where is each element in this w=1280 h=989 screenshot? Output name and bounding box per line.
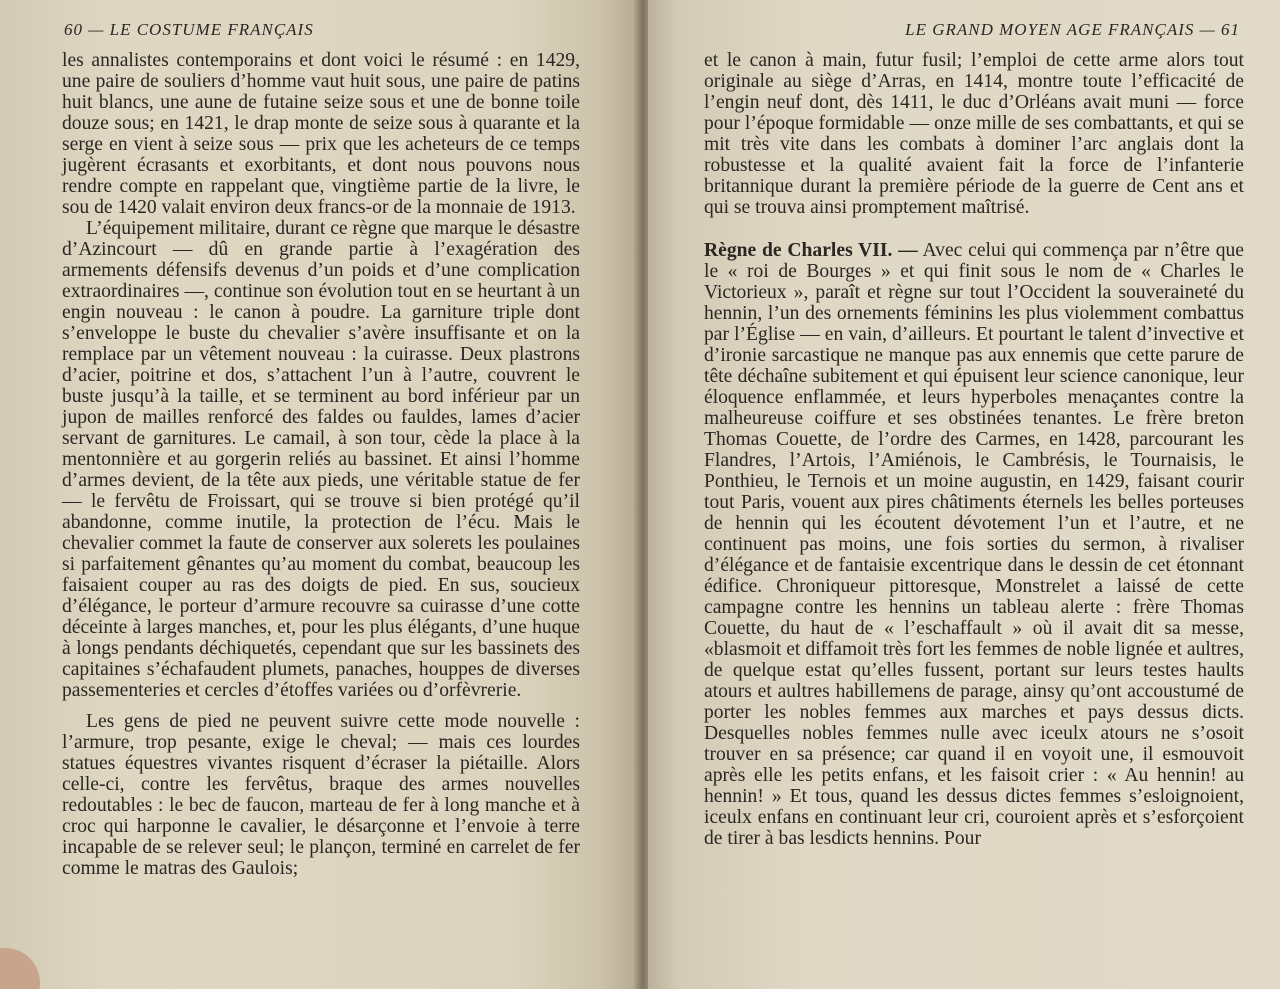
right-page-header: LE GRAND MOYEN AGE FRANÇAIS — 61 bbox=[905, 20, 1240, 39]
section-title: Règne de Charles VII. — bbox=[704, 240, 918, 261]
left-page-body bbox=[62, 50, 580, 879]
thumb-shadow bbox=[0, 948, 40, 989]
section-paragraph bbox=[704, 240, 1244, 849]
left-paragraph-2: L’équipement militaire, durant ce règne que marque le désastre d’Azincourt — dû en grande partie à l’exagération des armements défensifs devenus d’un poids et d’une complication extraordinaires —, continue son évolution tout en se heurtant à un engin nouveau : le canon à poudre. La garniture triple dont s’enveloppe le buste du chevalier s’avère insuffisante et on la remplace par un vêtement nouveau : la cuirasse. Deux plastrons d’acier, poitrine et dos, s’attachent l’un à l’autre, couvrent le buste jusqu’à la taille, et se terminent au bord inférieur par un jupon de mailles renforcé des faldes ou fauldes, lames d’acier servant de garnitures. Le camail, à son tour, cède la place à la mentonnière et au gorgerin reliés au bassinet. Et ainsi l’homme d’armes devient, de la tête aux pieds, une véritable statue de fer — le fervêtu de Froissart, qui se trouve si bien protégé qu’il abandonne, comme inutile, la protection de l’écu. Mais le chevalier commet la faute de conserver aux solerets les poulaines si parfaitement gênantes qu’au moment du combat, beaucoup les faisaient couper au ras des doigts de pied. En sus, soucieux d’élégance, le porteur d’armure recouvre sa cuirasse d’une cotte déceinte à larges manches, et, pour les plus élégants, d’une huque à longs pendants déchiquetés, cependant que sur les bassinets des capitaines s’échafaudent plumets, panaches, houppes de diverses passementeries et cercles d’étoffes variées ou d’orfèvrerie. bbox=[62, 218, 580, 701]
right-paragraph-1: et le canon à main, futur fusil; l’emploi de cette arme alors tout originale au siège d’Arras, en 1414, montre toute l’efficacité de l’engin neuf dont, dès 1411, le duc d’Orléans avait muni — force pour l’époque formidable — onze mille de ses combattants, et qui se mit très vite dans les combats à dominer l’arc anglais dont la robustesse et la qualité avaient fait la force de l’infanterie britannique durant la première période de la guerre de Cent ans et qui se trouva ainsi promptement maîtrisé. bbox=[704, 50, 1244, 218]
right-page bbox=[648, 0, 1280, 989]
right-page-body bbox=[704, 50, 1244, 849]
left-paragraph-3: Les gens de pied ne peuvent suivre cette mode nouvelle : l’armure, trop pesante, exige le cheval; — mais ces lourdes statues équestres vivantes risquent d’écraser la piétaille. Alors celle-ci, contre les fervêtus, braque des armes nouvelles redoutables : le bec de faucon, marteau de fer à long manche et à croc qui harponne le cavalier, le désarçonne et l’envoie à terre incapable de se relever seul; le plançon, terminé en carrelet de fer comme le matras des Gaulois; bbox=[62, 711, 580, 879]
left-page-header: 60 — LE COSTUME FRANÇAIS bbox=[64, 20, 314, 39]
section-text: Avec celui qui commença par n’être que le « roi de Bourges » et qui finit sous le nom de « Charles le Victorieux », paraît et règne sur tout l’Occident la souveraineté du hennin, l’un des ornements féminins les plus violemment combattus par l’Église — en vain, d’ailleurs. Et pourtant le talent d’invective et d’ironie sarcastique ne manque pas aux ennemis que cette parure de tête déchaîne subitement et qui épuisent leur science canonique, leur éloquence enflammée, et leurs hyperboles menaçantes contre la malheureuse coiffure et ses obstinées tenantes. Le frère breton Thomas Couette, de l’ordre des Carmes, en 1428, parcourant les Flandres, l’Artois, l’Amiénois, le Cambrésis, le Tournaisis, le Ponthieu, le Ternois et un moine augustin, en 1429, faisant courir tout Paris, vouent aux pires châtiments éternels les belles porteuses de hennin qui les écoutent dévotement l’un et l’autre, et ne continuent pas moins, une fois sorties du sermon, à rivaliser d’élégance et de fantaisie excentrique dans le dessin de cet étonnant édifice. Chroniqueur pittoresque, Monstrelet a laissé de cette campagne contre les hennins un tableau alerte : frère Thomas Couette, du haut de « l’eschaffault » où il avait dit sa messe, «blasmoit et diffamoit très fort les femmes de noble lignée et aultres, de quelque estat qu’elles fussent, portant sur leurs testes haults atours et aultres habillemens de parage, ainsy qu’ont accoustumé de porter les nobles femmes aux marches et pays dessus dicts. Desquelles nobles femmes nulle avec iceulx atours ne s’osoit trouver en sa présence; car quand il en voyoit une, il esmouvoit après elle les petits enfans, et les faisoit crier : « Au hennin! au hennin! » Et tous, quand les dessus dictes femmes s’esloignoient, iceulx enfans en continuant leur cri, couroient après et s’esforçoient de tirer à bas lesdicts hennins. Pour bbox=[704, 240, 1244, 849]
left-paragraph-1: les annalistes contemporains et dont voici le résumé : en 1429, une paire de souliers d’homme vaut huit sous, une paire de patins huit blancs, une aune de futaine seize sous et une de bonne toile douze sous; en 1421, le drap monte de seize sous à quarante et la serge en vient à seize sous — prix que les acheteurs de ce temps jugèrent écrasants et exorbitants, et dont nous pouvons nous rendre compte en rappelant que, vingtième partie de la livre, le sou de 1420 valait environ deux francs-or de la monnaie de 1913. bbox=[62, 50, 580, 218]
left-page bbox=[0, 0, 638, 989]
